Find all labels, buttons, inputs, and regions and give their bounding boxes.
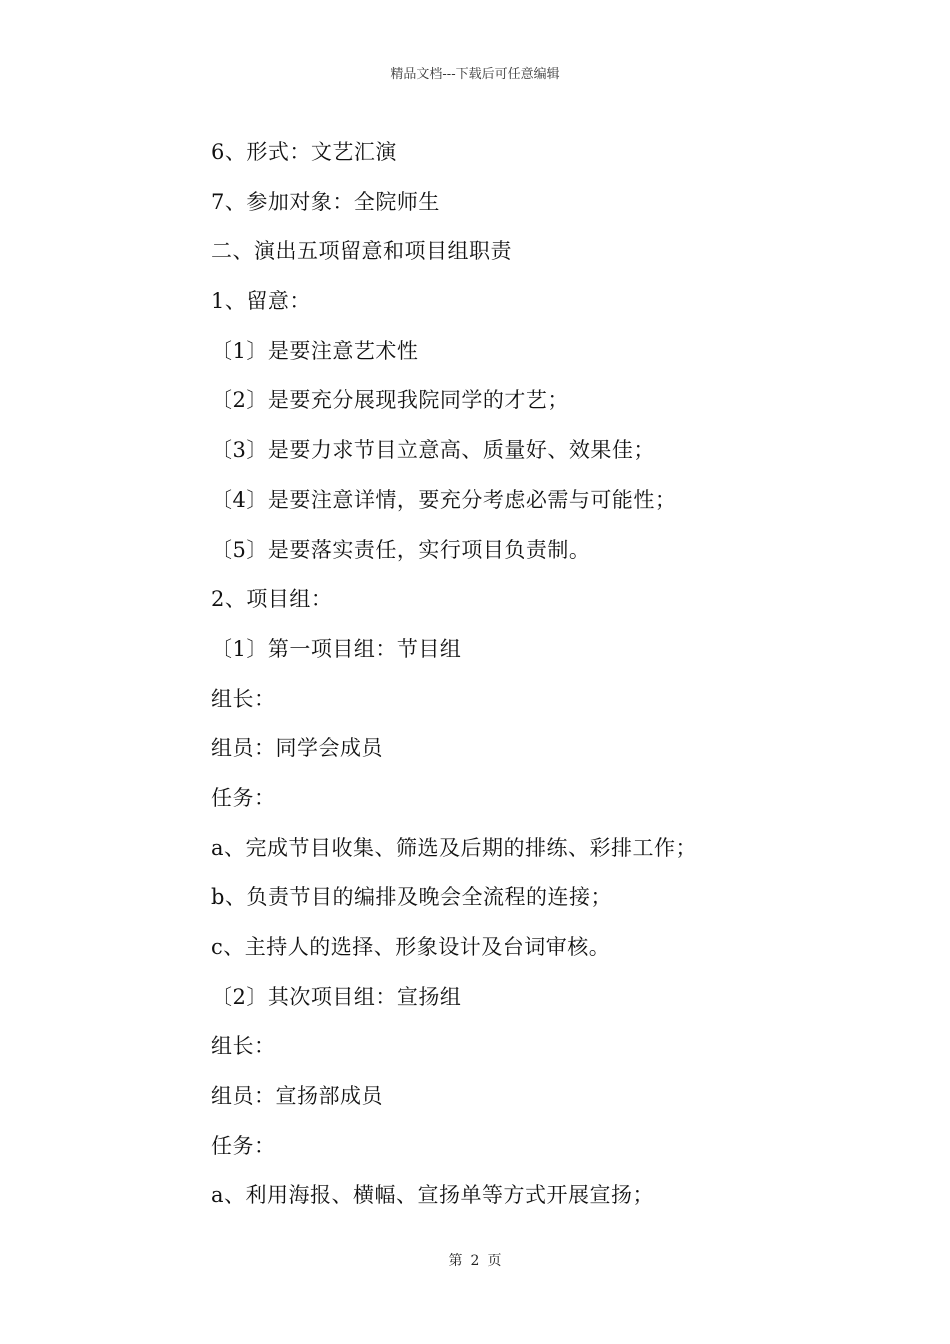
text-line: 组长： — [211, 686, 276, 711]
text-line: 任务： — [211, 785, 276, 810]
list-item: c、主持人的选择、形象设计及台词审核。 — [211, 935, 611, 959]
text-line: 1、留意： — [211, 289, 311, 314]
list-item: b、负责节目的编排及晚会全流程的连接； — [211, 885, 612, 910]
document-body — [211, 132, 771, 1225]
page-suffix: 页 — [487, 1253, 502, 1269]
page-footer — [0, 1252, 950, 1270]
list-item: 〔2〕是要充分展现我院同学的才艺； — [211, 388, 569, 413]
list-item: 〔1〕是要注意艺术性 — [211, 338, 419, 363]
text-line: 组员：宣扬部成员 — [211, 1084, 383, 1109]
list-item: a、完成节目收集、筛选及后期的排练、彩排工作； — [211, 835, 698, 860]
list-item: 〔2〕其次项目组：宣扬组 — [211, 984, 462, 1009]
list-item: 〔4〕是要注意详情，要充分考虑必需与可能性； — [211, 487, 677, 512]
text-line: 组长： — [211, 1034, 276, 1059]
list-item: 〔3〕是要力求节目立意高、质量好、效果佳； — [211, 438, 655, 463]
text-line: 组员：同学会成员 — [211, 736, 383, 761]
page-number: 2 — [470, 1253, 480, 1269]
list-item: a、利用海报、横幅、宣扬单等方式开展宣扬； — [211, 1183, 655, 1208]
page-header: 精品文档---下载后可任意编辑 — [390, 67, 560, 82]
page-prefix: 第 — [448, 1253, 463, 1269]
list-item: 〔5〕是要落实责任，实行项目负责制。 — [211, 537, 591, 562]
text-line: 7、参加对象：全院师生 — [211, 189, 440, 214]
text-line: 任务： — [211, 1133, 276, 1158]
list-item: 〔1〕第一项目组：节目组 — [211, 636, 462, 661]
text-line: 2、项目组： — [211, 587, 333, 612]
section-heading: 二、演出五项留意和项目组职责 — [211, 239, 512, 264]
text-line: 6、形式：文艺汇演 — [211, 140, 397, 164]
